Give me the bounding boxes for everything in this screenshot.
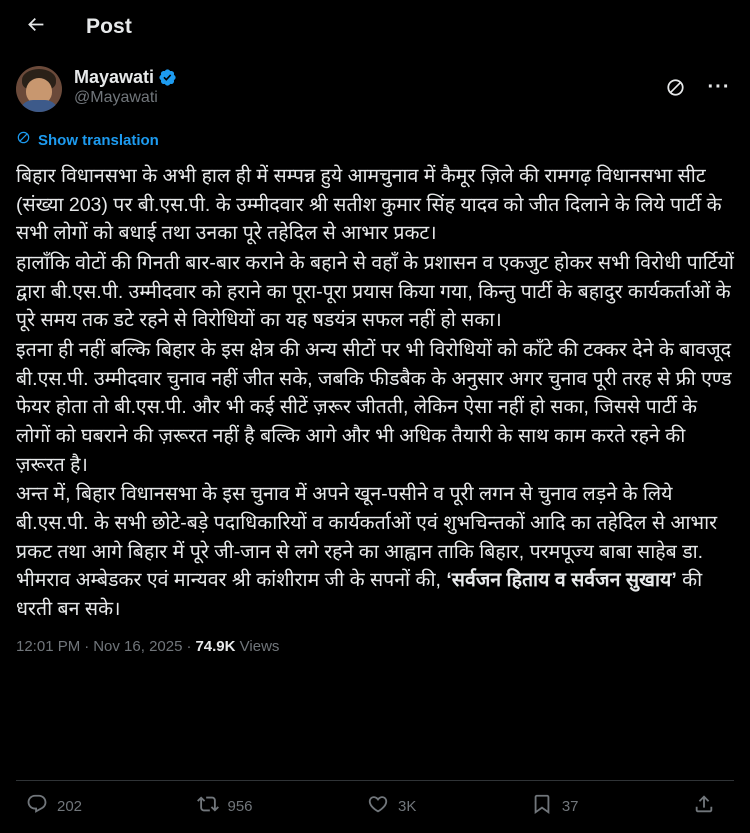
post-paragraph-final bbox=[16, 480, 734, 623]
repost-count: 956 bbox=[227, 797, 253, 815]
post-paragraph: इतना ही नहीं बल्कि बिहार के इस क्षेत्र की अन्य सीटों पर भी विरोधियों को काँटे की टक्कर देने के बावजूद बी.एस.पी. उम्मीदवार चुनाव नहीं जीत सके, जबकि फीडबैक के अनुसार अगर चुनाव पूरी तरह से फ्री एण्ड फेयर होता तो बी.एस.पी. और भी कई सीटें ज़रूर जीतती, लेकिन ऐसा नहीं हो सका, जिससे पार्टी के लोगों को घबराने की ज़रूरत नहीं है बल्कि आगे और भी अधिक तैयारी के साथ काम करते रहने की ज़रूरत है। bbox=[16, 338, 732, 476]
meta-separator: · bbox=[84, 637, 90, 655]
post-paragraph: बिहार विधानसभा के अभी हाल ही में सम्पन्न हुये आमचुनाव में कैमूर ज़िले की रामगढ़ विधानसभा सीट (संख्या 203) पर बी.एस.पी. के उम्मीदवार श्री सतीश कुमार सिंह यादव को जीत दिलाने के लिये पार्टी के सभी लोगों को बधाई तथा उनका पूरे तहेदिल से आभार प्रकट। bbox=[16, 165, 722, 245]
bookmark-icon bbox=[531, 793, 553, 819]
like-count: 3K bbox=[398, 797, 417, 815]
reply-button[interactable] bbox=[26, 793, 82, 819]
post-actions bbox=[0, 781, 750, 833]
show-translation-label: Show translation bbox=[38, 131, 159, 149]
post-date: Nov 16, 2025 bbox=[93, 637, 183, 655]
post-meta bbox=[16, 638, 734, 668]
avatar-body bbox=[19, 100, 59, 112]
final-text-bold: ‘सर्वजन हिताय व सर्वजन सुखाय’ bbox=[446, 569, 677, 592]
views-label: Views bbox=[239, 637, 280, 655]
page-header bbox=[0, 0, 750, 54]
page-title: Post bbox=[86, 15, 132, 38]
post-text bbox=[16, 162, 734, 624]
author-actions bbox=[660, 66, 734, 102]
verified-badge-icon bbox=[158, 68, 177, 87]
author-handle[interactable]: @Mayawati bbox=[74, 89, 158, 106]
share-icon bbox=[693, 793, 715, 819]
back-button[interactable] bbox=[16, 8, 54, 46]
repost-button[interactable] bbox=[197, 793, 253, 819]
post-paragraph: हालाँकि वोटों की गिनती बार-बार कराने के बहाने से वहाँ के प्रशासन व एकजुट होकर सभी विरोधी पार्टियों द्वारा बी.एस.पी. उम्मीदवार को हराने का पूरा-पूरा प्रयास किया गया, किन्तु पार्टी के बहादुर कार्यकर्ताओं के पूरे समय तक डटे रहने से विरोधियों का यह षडयंत्र सफल नहीं हो सका। bbox=[16, 251, 734, 332]
translate-icon bbox=[16, 130, 31, 150]
reply-count: 202 bbox=[57, 797, 83, 815]
heart-icon bbox=[367, 793, 389, 819]
avatar[interactable] bbox=[16, 66, 62, 112]
final-text-after: की धरती बन सके। bbox=[16, 569, 703, 620]
muted-circle-icon[interactable] bbox=[660, 72, 690, 102]
bookmark-button[interactable] bbox=[531, 793, 579, 819]
author-display-name[interactable]: Mayawati bbox=[74, 67, 155, 87]
meta-separator: · bbox=[186, 637, 192, 655]
more-options-icon[interactable] bbox=[704, 72, 734, 102]
arrow-left-icon bbox=[25, 14, 46, 40]
show-translation-button[interactable] bbox=[16, 130, 159, 150]
more-dots: ··· bbox=[707, 76, 731, 98]
author-row bbox=[16, 60, 734, 112]
bookmark-count: 37 bbox=[561, 797, 579, 815]
post-container bbox=[0, 54, 750, 780]
final-text-before: अन्त में, बिहार विधानसभा के इस चुनाव में अपने खून-पसीने व पूरी लगन से चुनाव लड़ने के लिये बी.एस.पी. के सभी छोटे-बड़े पदाधिकारियों व कार्यकर्ताओं एवं शुभचिन्तकों आदि का तहेदिल से आभार प्रकट तथा आगे बिहार में पूरे जी-जान से लगे रहने का आह्वान ताकि बिहार, परमपूज्य बाबा साहेब डा. भीमराव अम्बेडकर एवं मान्यवर श्री कांशीराम जी के सपनों की, bbox=[16, 483, 718, 592]
name-line bbox=[74, 67, 660, 88]
like-button[interactable] bbox=[367, 793, 416, 819]
retweet-icon bbox=[197, 793, 219, 819]
comment-icon bbox=[26, 793, 48, 819]
share-button[interactable] bbox=[693, 793, 724, 819]
views-count: 74.9K bbox=[195, 637, 236, 655]
post-time: 12:01 PM bbox=[16, 637, 81, 655]
author-names bbox=[74, 66, 660, 107]
